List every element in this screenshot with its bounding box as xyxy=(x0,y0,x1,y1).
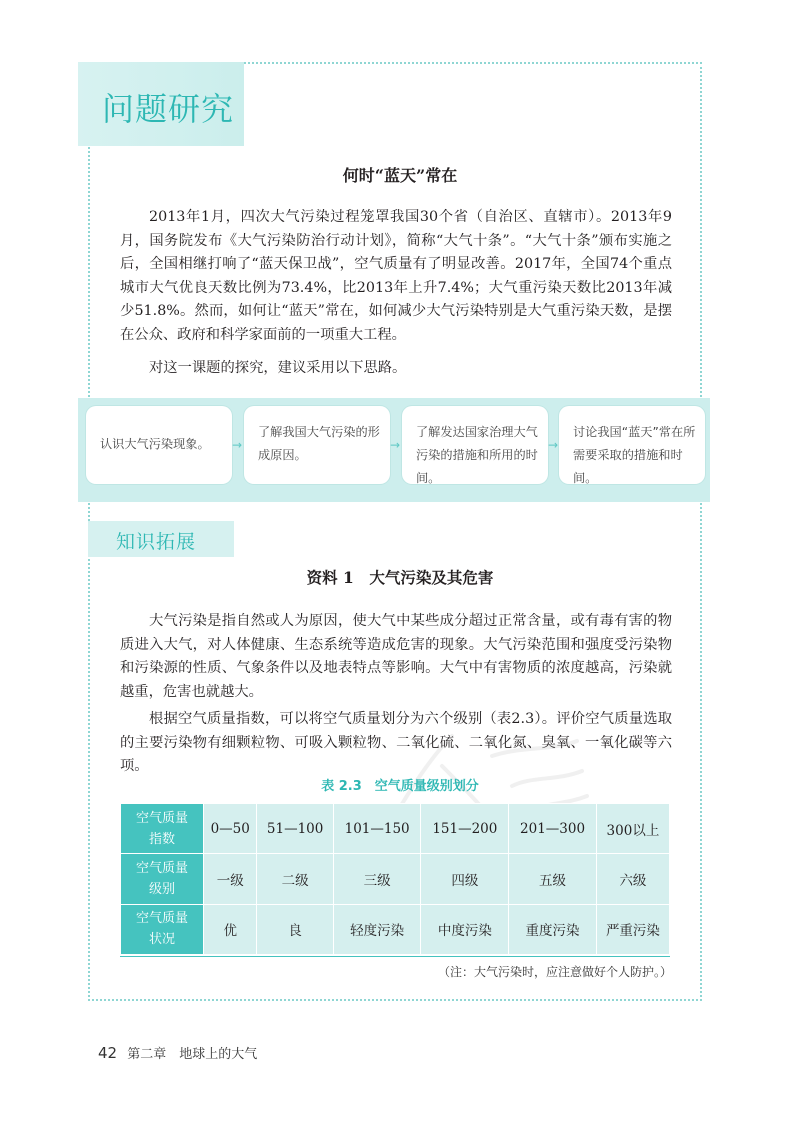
table-cell: 重度污染 xyxy=(509,904,597,954)
page-footer xyxy=(98,1043,257,1062)
row-header-line: 空气质量 xyxy=(135,911,188,927)
flow-step xyxy=(559,406,705,484)
table-bottom-rule xyxy=(120,956,670,957)
table-cell: 优 xyxy=(204,904,257,954)
flow-step-text: 了解我国大气污染的形成原因。 xyxy=(258,425,380,462)
extension-title: 知识拓展 xyxy=(116,531,197,553)
table-cell: 0—50 xyxy=(204,804,257,854)
section-banner xyxy=(78,62,244,146)
section-title: 问题研究 xyxy=(102,90,235,128)
row-header xyxy=(121,854,204,904)
row-header-line: 级别 xyxy=(148,881,175,897)
table-row xyxy=(121,904,670,954)
arrow-right-icon: → xyxy=(390,438,401,452)
table-cell: 轻度污染 xyxy=(333,904,421,954)
table-cell: 300以上 xyxy=(596,804,669,854)
flow-step xyxy=(402,406,548,484)
question-paragraph: 对这一课题的探究，建议采用以下思路。 xyxy=(149,360,407,376)
table-cell: 严重污染 xyxy=(596,904,669,954)
row-header-line: 空气质量 xyxy=(135,860,188,876)
table-cell: 四级 xyxy=(421,854,509,904)
table-cell: 良 xyxy=(257,904,333,954)
table-row xyxy=(121,804,670,854)
table-cell: 201—300 xyxy=(509,804,597,854)
question-paragraph: 2013年1月，四次大气污染过程笼罩我国30个省（自治区、直辖市）。2013年9月，国务院发布《大气污染防治行动计划》，简称“大气十条”。“大气十条”颁布实施之后，全国相继打响了“蓝天保卫战”，空气质量有了明显改善。2017年，全国74个重点城市大气优良天数比例为73.4%，比2013年上升7.4%；大气重污染天数比2013年减少51.8%。然而，如何让“蓝天”常在，如何减少大气污染特别是大气重污染天数，是摆在公众、政府和科学家面前的一项重大工程。 xyxy=(120,209,672,343)
row-header-line: 指数 xyxy=(148,831,175,847)
table-cell: 151—200 xyxy=(421,804,509,854)
table-row xyxy=(121,854,670,904)
flow-step-text: 了解发达国家治理大气污染的措施和所用的时间。 xyxy=(416,425,538,485)
row-header-line: 空气质量 xyxy=(135,810,188,826)
table-cell: 三级 xyxy=(333,854,421,904)
table-cell: 二级 xyxy=(257,854,333,904)
air-quality-table xyxy=(120,803,670,955)
table-note: （注：大气污染时，应注意做好个人防护。） xyxy=(437,965,672,979)
material-title: 资料 1 大气污染及其危害 xyxy=(306,568,494,587)
table-cell: 五级 xyxy=(509,854,597,904)
table-cell: 101—150 xyxy=(333,804,421,854)
material-paragraph: 大气污染是指自然或人为原因，使大气中某些成分超过正常含量，或有毒有害的物质进入大气，对人体健康、生态系统等造成危害的现象。大气污染范围和强度受污染物和污染源的性质、气象条件以及地表特点等影响。大气中有害物质的浓度越高，污染就越重，危害也就越大。 xyxy=(120,613,672,700)
material-paragraph: 根据空气质量指数，可以将空气质量划分为六个级别（表2.3）。评价空气质量选取的主要污染物有细颗粒物、可吸入颗粒物、二氧化硫、二氧化氮、臭氧、一氧化碳等六项。 xyxy=(120,711,672,775)
flow-step-text: 认识大气污染现象。 xyxy=(100,437,210,451)
table-cell: 中度污染 xyxy=(421,904,509,954)
arrow-right-icon: → xyxy=(548,438,559,452)
table-caption: 表 2.3 空气质量级别划分 xyxy=(321,779,479,794)
row-header-line: 状况 xyxy=(148,932,175,948)
row-header xyxy=(121,804,204,854)
table-cell: 51—100 xyxy=(257,804,333,854)
extension-banner xyxy=(88,521,234,557)
flow-step-text: 讨论我国“蓝天”常在所需要采取的措施和时间。 xyxy=(573,425,696,485)
page-number: 42 xyxy=(98,1044,118,1062)
chapter-title: 第二章 地球上的大气 xyxy=(127,1047,258,1062)
flow-step xyxy=(244,406,390,484)
flow-step xyxy=(86,406,232,484)
question-title: 何时“蓝天”常在 xyxy=(342,166,458,185)
arrow-right-icon: → xyxy=(232,438,243,452)
row-header xyxy=(121,904,204,954)
table-cell: 一级 xyxy=(204,854,257,904)
table-cell: 六级 xyxy=(596,854,669,904)
